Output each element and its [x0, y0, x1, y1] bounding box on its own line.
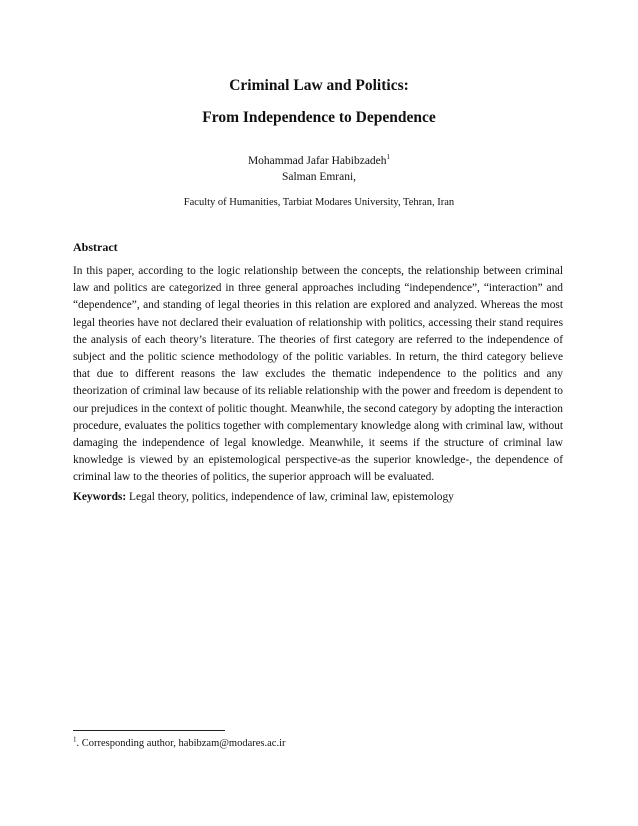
paper-title-line-2: From Independence to Dependence: [202, 109, 436, 126]
keywords-text: Legal theory, politics, independence of law, criminal law, epistemology: [126, 491, 454, 503]
paper-title-line-1: Criminal Law and Politics:: [229, 77, 409, 94]
abstract-body: In this paper, according to the logic relationship between the concepts, the relationship between criminal law and politics are categorized in three general approaches including “independence”, “interaction” and “dependence”, and standing of legal theories in this relation are explored and analyzed. Whereas the most legal theories have not declared their evaluation of relationship with politics, accessing their stand requires the analysis of each theory’s literature. The theories of first category are referred to the independence of subject and the politic science methodology of the politic variables. In return, the third category believe that due to different reasons the law excludes the thematic independence to the politics and any theorization of criminal law because of its reliable relationship with the power and freedom is dependent to our prejudices in the context of politic thought. Meanwhile, the second category by adopting the interaction procedure, evaluates the politics together with complementary knowledge along with criminal law, without damaging the independence of legal knowledge. Meanwhile, it seems if the structure of criminal law knowledge is viewed by an epistemological perspective-as the superior knowledge-, the dependence of criminal law to the theories of politics, the superior approach will be evaluated.: [73, 265, 563, 484]
author-name-2: Salman Emrani,: [281, 171, 357, 183]
footnote-text: . Corresponding author, habibzam@modares.ac.ir: [76, 738, 286, 749]
author-1-text: Mohammad Jafar Habibzadeh: [247, 155, 387, 167]
keywords: [73, 489, 563, 505]
footnote: [73, 737, 285, 751]
author-name-1: [0, 154, 638, 168]
abstract-heading: Abstract: [73, 240, 118, 254]
keywords-label: Keywords:: [73, 491, 127, 503]
affiliation: Faculty of Humanities, Tarbiat Modares University, Tehran, Iran: [183, 197, 455, 208]
author-footnote-mark: 1: [386, 153, 391, 162]
footnote-divider: [73, 730, 225, 731]
footnote-mark: 1: [73, 735, 77, 744]
